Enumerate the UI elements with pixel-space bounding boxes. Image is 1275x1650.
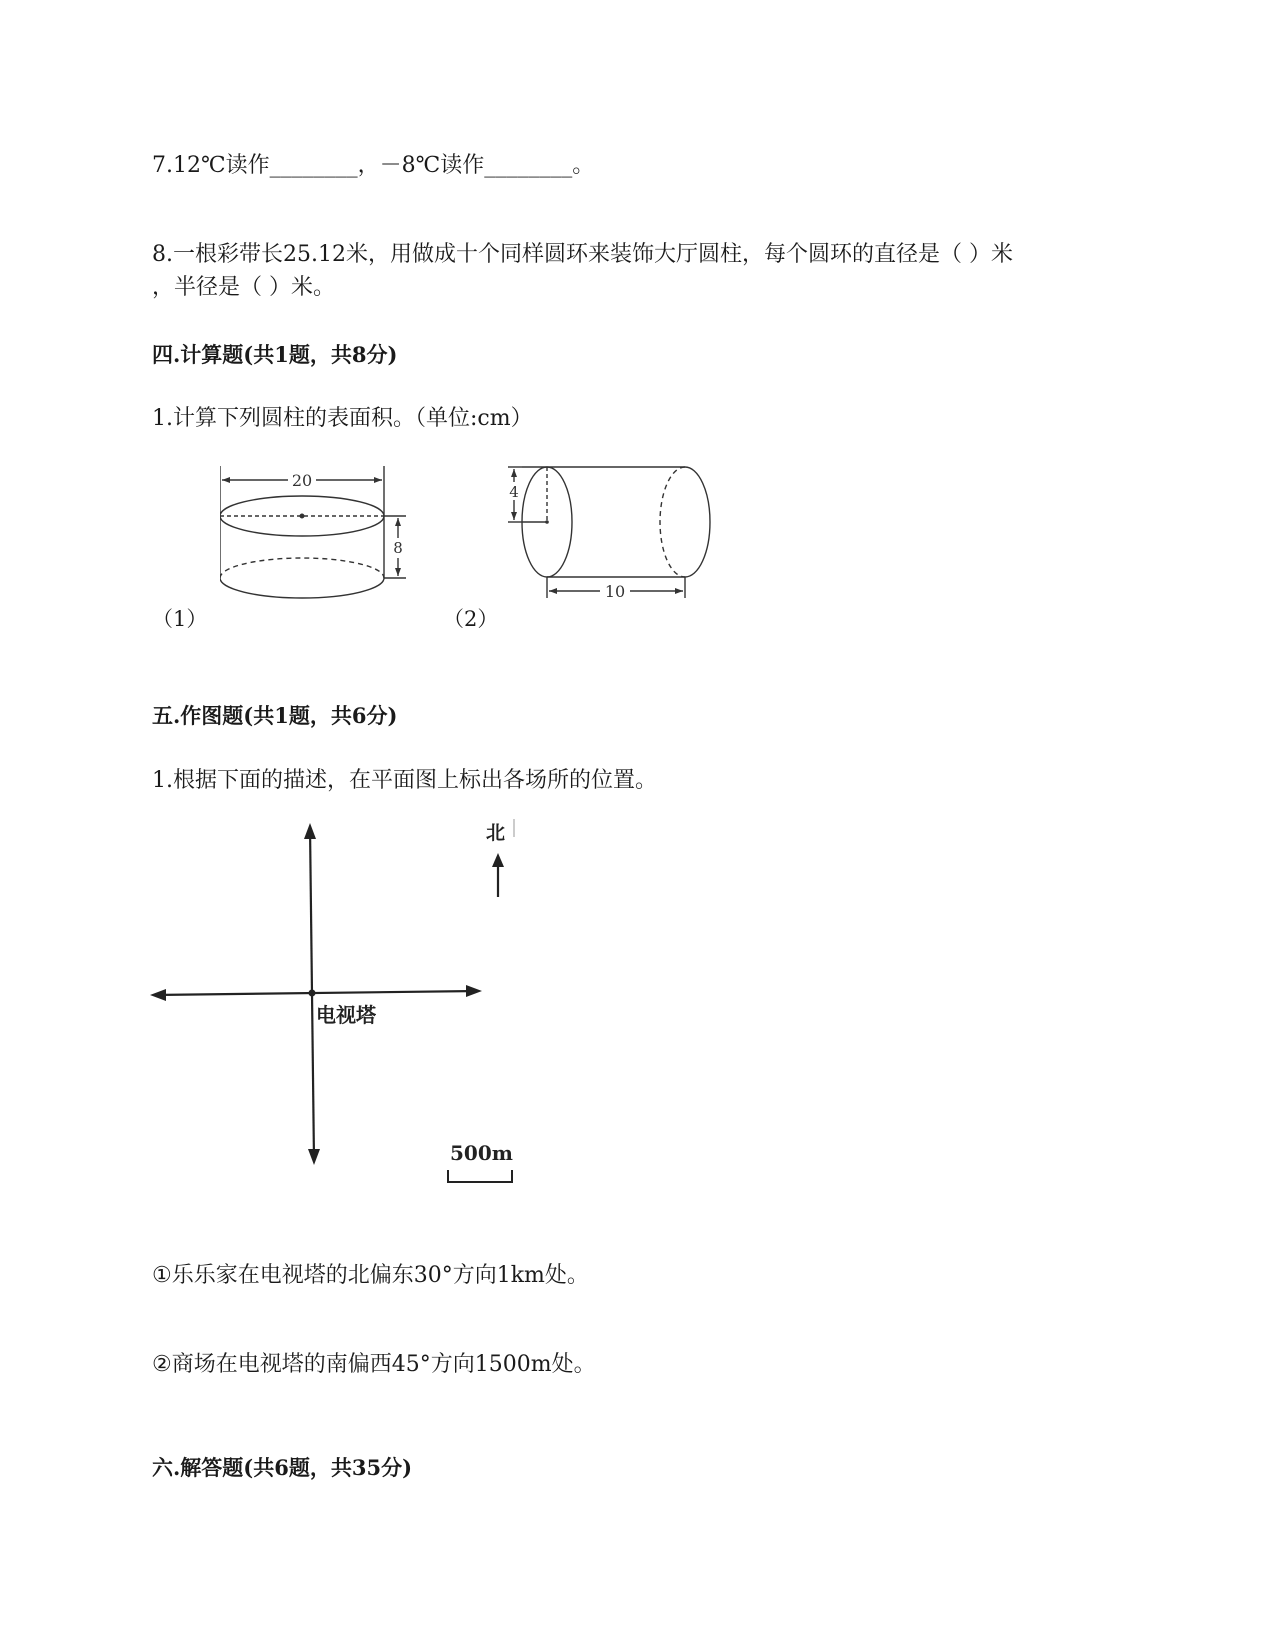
draw-item-2: [152, 1349, 596, 1381]
scale-label: 500m: [450, 1141, 513, 1165]
cylinder-2-length-label: 10: [604, 582, 626, 601]
q7-text-c: 。: [572, 153, 595, 178]
cylinder-1-height-label: 8: [393, 539, 403, 557]
figure-1-label: （1）: [152, 607, 208, 631]
question-8-line-1: 8.一根彩带长25.12米，用做成十个同样圆环来装饰大厅圆柱，每个圆环的直径是（ ）米: [152, 242, 1013, 267]
question-7: [152, 150, 594, 182]
item-2-marker: ②: [152, 1352, 172, 1377]
item-1-text: 乐乐家在电视塔的北偏东30°方向1km处。: [171, 1263, 589, 1288]
section-4-heading: 四.计算题(共1题，共8分): [152, 342, 398, 367]
tv-tower-point: [309, 990, 316, 997]
q7-text-b: ，－8℃读作: [357, 153, 485, 178]
question-8-line-2: ，半径是（ ）米。: [152, 275, 335, 300]
q7-blank-2: ________: [484, 153, 573, 178]
north-label: 北: [486, 822, 506, 844]
cylinder-1-diameter-label: 20: [291, 471, 313, 490]
q7-blank-1: ________: [269, 153, 358, 178]
section-4-question-1: 1.计算下列圆柱的表面积。（单位:cm）: [152, 406, 533, 431]
cylinder-2-figure: [500, 460, 720, 620]
figure-2-label: （2）: [443, 607, 499, 631]
q7-text-a: 7.12℃读作: [152, 153, 270, 178]
section-5-heading: 五.作图题(共1题，共6分): [152, 703, 398, 728]
tv-tower-label: 电视塔: [316, 1003, 376, 1027]
cylinder-2-radius-label: 4: [509, 483, 519, 501]
draw-item-1: [152, 1260, 589, 1292]
plan-diagram: [148, 815, 528, 1195]
section-5-question-1: 1.根据下面的描述，在平面图上标出各场所的位置。: [152, 768, 657, 793]
east-west-axis: [154, 991, 478, 995]
section-6-heading: 六.解答题(共6题，共35分): [152, 1455, 413, 1480]
item-1-marker: ①: [152, 1263, 172, 1288]
item-2-text: 商场在电视塔的南偏西45°方向1500m处。: [171, 1352, 596, 1377]
cylinder-1-figure: [220, 460, 410, 620]
